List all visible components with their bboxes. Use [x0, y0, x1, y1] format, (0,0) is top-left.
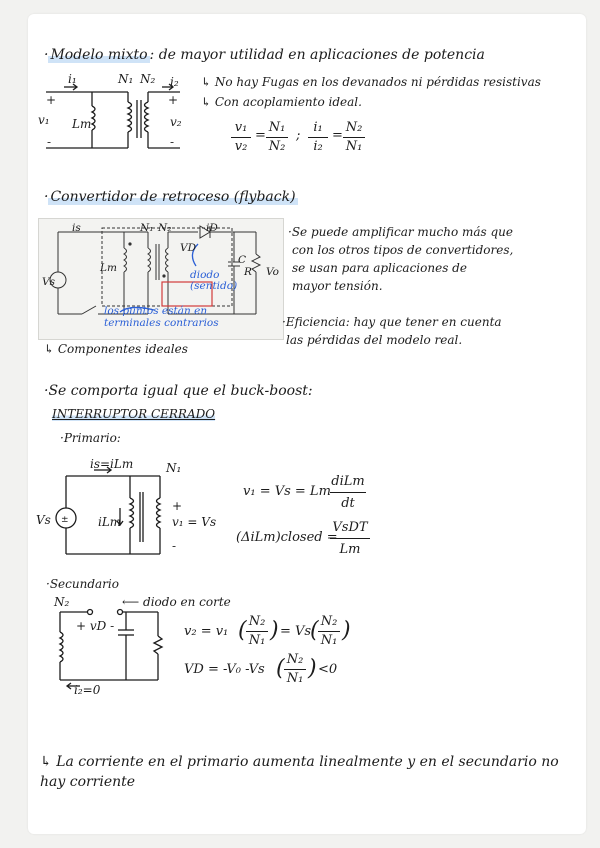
photo-id: iD	[206, 222, 218, 234]
photo-caption-text: Componentes ideales	[57, 342, 188, 356]
eq2-den: Lm	[339, 542, 361, 557]
section2-heading: · Convertidor de retroceso (flyback)	[44, 189, 296, 205]
frac-bar-1	[231, 137, 251, 138]
frac-v1: v₁	[234, 120, 248, 135]
frac-n2: N₂	[268, 139, 286, 154]
sec-vd-label: + vD -	[76, 619, 115, 633]
primario-text: Primario:	[63, 431, 121, 445]
eq3-paren-r2: )	[342, 618, 351, 643]
eq3-paren-l2: (	[310, 618, 319, 643]
frac-bar-4	[343, 137, 365, 138]
photo-r: R	[244, 266, 252, 278]
eq4-b: <0	[318, 662, 338, 677]
right1-l1: Se puede amplificar mucho más que	[291, 225, 514, 239]
secundario-label: ·Secundario	[46, 577, 119, 591]
eq2-left: (ΔiLm)closed =	[236, 530, 338, 545]
eq4-n1: N₁	[286, 671, 304, 686]
sec-diodo-text: diodo en corte	[143, 595, 231, 609]
mixed-model-circuit	[40, 72, 190, 154]
frac-sep: ;	[296, 128, 301, 143]
prim-n1-label: N₁	[166, 461, 182, 475]
frac-bar-2	[266, 137, 288, 138]
eq2-bar	[330, 538, 370, 539]
eq3-n1-1: N₁	[248, 633, 266, 648]
circuit-v2: v₂	[170, 115, 182, 129]
circuit-minus-right: -	[170, 135, 175, 149]
section2-right2-line2: las pérdidas del modelo real.	[286, 333, 463, 347]
sec-i2-label: i₂=0	[74, 683, 101, 697]
photo-vo: Vo	[266, 266, 279, 278]
section2-right1-line2: con los otros tipos de convertidores,	[292, 243, 514, 257]
frac-i2: i₂	[313, 139, 323, 154]
note2-text: Con acoplamiento ideal.	[214, 95, 362, 109]
section2-right2-line1: ·Eficiencia: hay que tener en cuenta	[282, 315, 502, 329]
circuit-lm: Lm	[72, 117, 92, 131]
eq4-a: VD = -V₀ -Vs	[184, 662, 265, 677]
circuit-n2: N₂	[140, 72, 156, 86]
section3-title-text: Se comporta igual que el buck-boost:	[48, 383, 313, 399]
section1-subtitle: : de mayor utilidad en aplicaciones de potencia	[149, 47, 485, 63]
eq2-num: VsDT	[332, 520, 368, 535]
note1-text: No hay Fugas en los devanados ni pérdidas resistivas	[214, 75, 541, 89]
eq4-paren-l: (	[276, 656, 285, 681]
photo-note-diode: diodo (sentido)	[190, 269, 238, 292]
eq3-bar-2	[318, 631, 340, 632]
photo-c: C	[238, 254, 247, 266]
frac-i1: i₁	[313, 120, 323, 135]
eq3-a: v₂ = v₁	[184, 624, 229, 639]
photo-vd: VD	[180, 242, 197, 254]
conclusion-line2: hay corriente	[40, 774, 136, 790]
photo-n2: N₂	[158, 222, 172, 234]
frac-n1-bot: N₁	[345, 139, 363, 154]
eq3-n2-1: N₂	[248, 614, 266, 629]
frac-v2: v₂	[234, 139, 248, 154]
eq3-b: = Vs	[280, 624, 312, 639]
frac-eq-1: =	[255, 128, 266, 143]
eq3-bar-1	[246, 631, 268, 632]
sec-diodo-label: ⟵ diodo en corte	[122, 595, 231, 609]
section1-note2: ↳ Con acoplamiento ideal.	[201, 95, 362, 109]
section3-subtitle-text: INTERRUPTOR CERRADO	[52, 407, 216, 421]
section2-right1-line1: ·Se puede amplificar mucho más que	[288, 225, 514, 239]
circuit-v1: v₁	[38, 113, 50, 127]
photo-is: is	[72, 222, 81, 234]
eq3-paren-l1: (	[238, 618, 247, 643]
section2-right1-line3: se usan para aplicaciones de	[292, 261, 467, 275]
photo-caption: ↳ Componentes ideales	[44, 342, 188, 356]
photo-n1: N₁	[140, 222, 154, 234]
eq1-bar	[330, 492, 366, 493]
prim-is-label: is=iLm	[90, 457, 134, 471]
photo-vs: Vs	[42, 276, 55, 288]
prim-vs-label: Vs	[36, 513, 51, 527]
right2-l1: Eficiencia: hay que tener en cuenta	[285, 315, 502, 329]
circuit-i1: i₁	[68, 72, 77, 86]
prim-ilm-label: iLm	[98, 515, 122, 529]
primario-label: ·Primario:	[60, 431, 121, 445]
section3-subtitle	[52, 408, 215, 422]
section1-note1: ↳ No hay Fugas en los devanados ni pérdidas resistivas	[201, 75, 541, 89]
conclusion-line1: ↳ La corriente en el primario aumenta linealmente y en el secundario no	[40, 754, 559, 770]
circuit-plus-right: +	[168, 93, 179, 107]
svg-text:±: ±	[61, 515, 69, 525]
frac-n1: N₁	[268, 120, 286, 135]
prim-v1-label: v₁ = Vs	[172, 515, 217, 529]
eq4-bar	[284, 669, 306, 670]
eq4-n2: N₂	[286, 652, 304, 667]
eq3-n1-2: N₁	[320, 633, 338, 648]
section1-heading: · Modelo mixto : de mayor utilidad en aplicaciones de potencia	[44, 47, 485, 63]
eq4-paren-r: )	[308, 656, 317, 681]
circuit-plus-left: +	[46, 93, 57, 107]
section1-title: Modelo mixto	[50, 47, 148, 63]
section2-right1-line4: mayor tensión.	[292, 279, 383, 293]
sec-n2-label: N₂	[54, 595, 70, 609]
eq3-n2-2: N₂	[320, 614, 338, 629]
frac-bar-3	[308, 137, 328, 138]
frac-eq-2: =	[332, 128, 343, 143]
frac-n2-top: N₂	[345, 120, 363, 135]
prim-minus: -	[172, 539, 177, 553]
photo-note-dots: los puntos están en terminales contrarios	[104, 305, 219, 329]
photo-lm: Lm	[100, 262, 117, 274]
section3-title: ·Se comporta igual que el buck-boost:	[44, 383, 313, 399]
eq1-left: v₁ = Vs = Lm	[243, 484, 331, 499]
eq1-den: dt	[341, 496, 355, 511]
conclusion-text-1: La corriente en el primario aumenta linealmente y en el secundario no	[56, 754, 559, 770]
eq3-paren-r1: )	[270, 618, 279, 643]
section2-title: Convertidor de retroceso (flyback)	[50, 189, 296, 205]
circuit-i2: i₂	[170, 75, 179, 89]
prim-plus: +	[172, 499, 183, 513]
eq1-num: diLm	[331, 474, 365, 489]
circuit-minus-left: -	[47, 135, 52, 149]
secundario-text: Secundario	[49, 577, 119, 591]
circuit-n1: N₁	[118, 72, 134, 86]
